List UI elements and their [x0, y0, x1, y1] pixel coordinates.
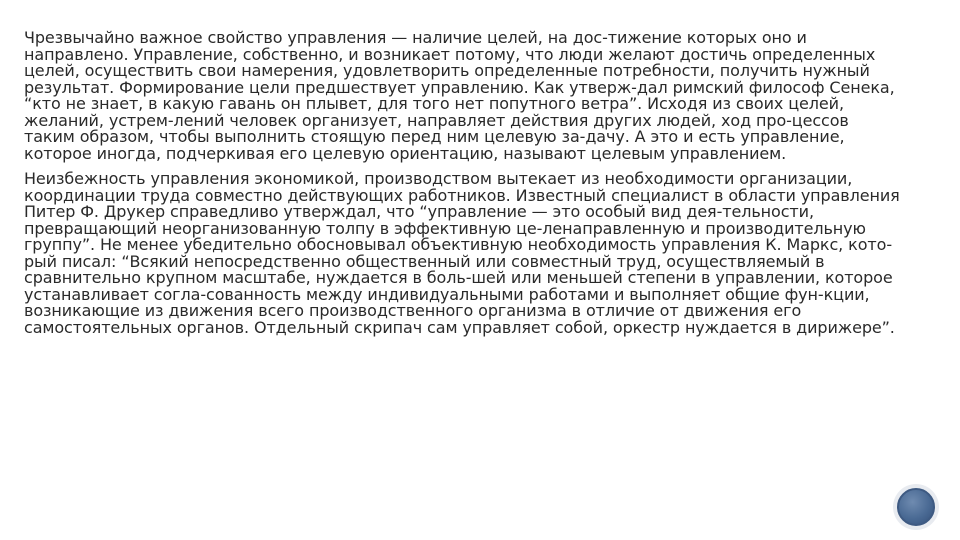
paragraph-goals: Чрезвычайно важное свойство управления — наличие целей, на дос-тижение которых оно и направлено. Управление, собственно, и возникает потому, что люди желают достичь определенных целей, осуществить свои намерения, удовлетворить определенные потребности, получить нужный результат. Формирование цели предшествует управлению. Как утверж-дал римский философ Сенека, “кто не знает, в какую гавань он плывет, для того нет попутного ветра”. Исходя из своих целей, желаний, устрем-лений человек организует, направляет действия других людей, ход про-цессов таким образом, чтобы выполнить стоящую перед ним целевую за-дачу. А это и есть управление, которое иногда, подчеркивая его целевую ориентацию, называют целевым управлением.: [24, 28, 895, 163]
circle-badge-icon: [893, 484, 939, 530]
badge-inner: [897, 488, 935, 526]
slide-content: [24, 30, 904, 336]
paragraph-management-necessity: Неизбежность управления экономикой, производством вытекает из необходимости организации, координации труда совместно действующих работников. Известный специалист в области управления Питер Ф. Друкер справедливо утверждал, что “управление — это особый вид дея-тельности, превращающий неорганизованную толпу в эффективную це-ленаправленную и производительную группу”. Не менее убедительно обосновывал объективную необходимость управления К. Маркс, кото-рый писал: “Всякий непосредственно общественный или совместный труд, осуществляемый в сравнительно крупном масштабе, нуждается в боль-шей или меньшей степени в управлении, которое устанавливает согла-сованность между индивидуальными работами и выполняет общие фун-кции, возникающие из движения всего производственного организма в отличие от движения его самостоятельных органов. Отдельный скрипач сам управляет собой, оркестр нуждается в дирижере”.: [24, 169, 900, 337]
